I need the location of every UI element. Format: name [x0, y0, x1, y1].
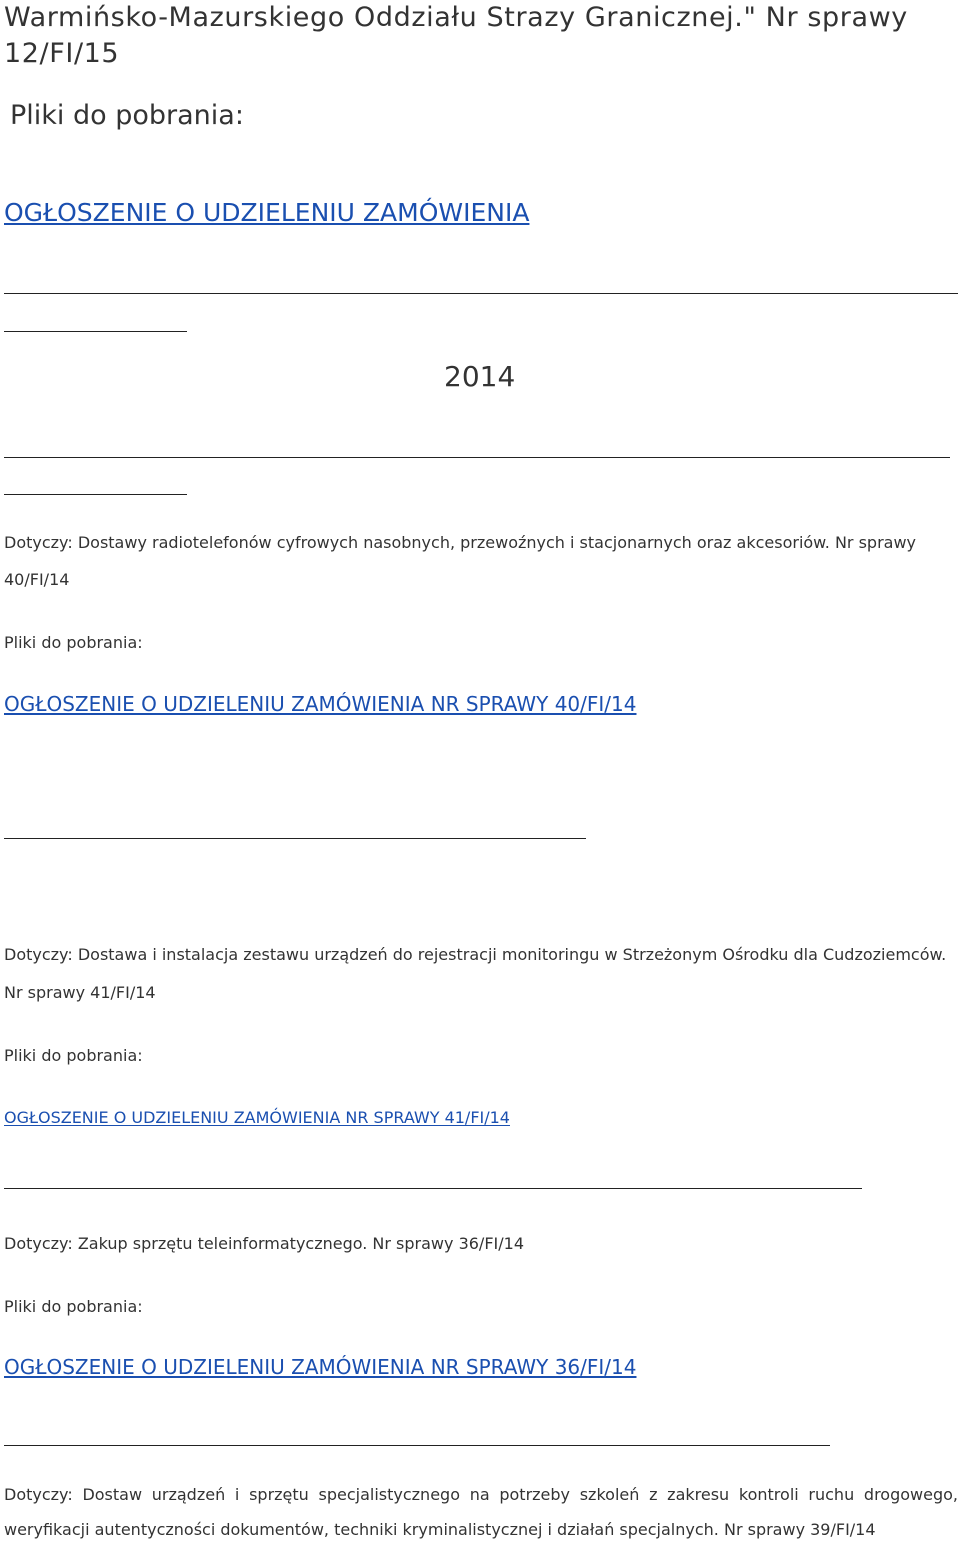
entry-subject: Dotyczy: Dostaw urządzeń i sprzętu specjalistycznego na potrzeby szkoleń z zakresu kontroli ruchu drogowego,	[4, 1485, 958, 1504]
announcement-link-40[interactable]: OGŁOSZENIE O UDZIELENIU ZAMÓWIENIA NR SPRAWY 40/FI/14	[4, 692, 637, 716]
entry-case-number: 40/FI/14	[4, 570, 70, 589]
files-label: Pliki do pobrania:	[4, 633, 143, 652]
announcement-link-36[interactable]: OGŁOSZENIE O UDZIELENIU ZAMÓWIENIA NR SPRAWY 36/FI/14	[4, 1355, 637, 1379]
header-line-2: 12/FI/15	[4, 38, 120, 69]
entry-subject: Dotyczy: Dostawy radiotelefonów cyfrowych nasobnych, przewoźnych i stacjonarnych oraz akcesoriów. Nr sprawy	[4, 533, 917, 552]
separator-line	[4, 293, 958, 294]
entry-case-number: Nr sprawy 41/FI/14	[4, 983, 156, 1002]
files-label: Pliki do pobrania:	[10, 100, 244, 131]
announcement-link-41[interactable]: OGŁOSZENIE O UDZIELENIU ZAMÓWIENIA NR SPRAWY 41/FI/14	[4, 1108, 510, 1127]
separator-line-short	[4, 331, 187, 332]
separator-line	[4, 1445, 830, 1446]
entry-case-number: weryfikacji autentyczności dokumentów, techniki kryminalistycznej i działań specjalnych. Nr sprawy 39/FI/14	[4, 1520, 876, 1539]
files-label: Pliki do pobrania:	[4, 1046, 143, 1065]
entry-subject: Dotyczy: Zakup sprzętu teleinformatycznego. Nr sprawy 36/FI/14	[4, 1234, 524, 1253]
files-label: Pliki do pobrania:	[4, 1297, 143, 1316]
separator-line-short	[4, 494, 187, 495]
header-line-1: Warmińsko-Mazurskiego Oddziału Strazy Granicznej." Nr sprawy	[4, 2, 908, 33]
year-heading: 2014	[444, 360, 516, 393]
separator-line	[4, 457, 950, 458]
separator-line	[4, 838, 586, 839]
entry-subject: Dotyczy: Dostawa i instalacja zestawu urządzeń do rejestracji monitoringu w Strzeżonym Ośrodku dla Cudzoziemców.	[4, 945, 947, 964]
announcement-link[interactable]: OGŁOSZENIE O UDZIELENIU ZAMÓWIENIA	[4, 198, 530, 227]
separator-line	[4, 1188, 862, 1189]
